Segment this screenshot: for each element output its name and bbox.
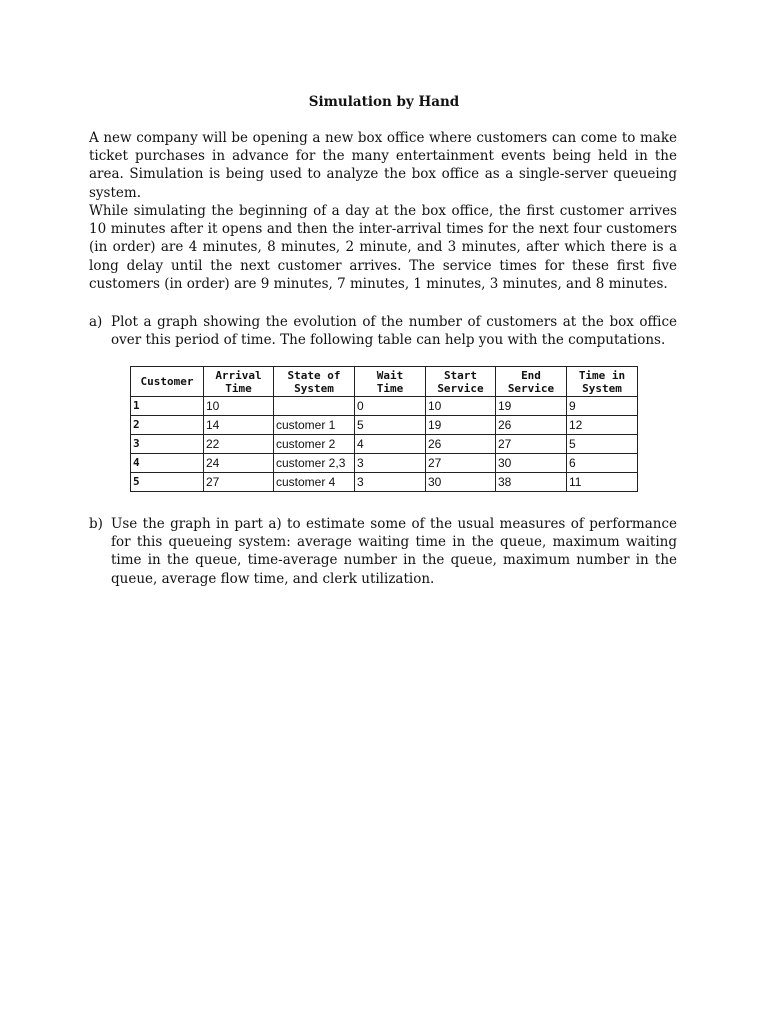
simulation-table [130,366,638,492]
cell-state: customer 2 [274,435,355,454]
cell-state [274,397,355,416]
cell-end: 38 [496,473,567,492]
cell-start: 26 [426,435,496,454]
cell-arrival: 27 [204,473,274,492]
cell-state: customer 1 [274,416,355,435]
question-b-marker: b) [89,516,103,532]
cell-customer: 1 [131,397,204,416]
cell-wait: 3 [355,454,426,473]
cell-state: customer 4 [274,473,355,492]
question-a [89,313,677,349]
cell-time-in-system: 6 [567,454,638,473]
intro-paragraph: A new company will be opening a new box office where customers can come to make ticket purchases in advance for the many entertainment events being held in the area. Simulation is being used to analyze the box office as a single-server queueing system. [89,130,677,201]
cell-start: 30 [426,473,496,492]
cell-arrival: 24 [204,454,274,473]
cell-time-in-system: 12 [567,416,638,435]
header-end-service: End Service [496,367,567,397]
cell-end: 19 [496,397,567,416]
table-header-row [131,367,638,397]
cell-arrival: 10 [204,397,274,416]
question-b [89,515,677,588]
cell-start: 19 [426,416,496,435]
header-start-service: Start Service [426,367,496,397]
cell-start: 27 [426,454,496,473]
header-state-of-system: State of System [274,367,355,397]
cell-customer: 3 [131,435,204,454]
cell-time-in-system: 11 [567,473,638,492]
table-row [131,397,638,416]
cell-time-in-system: 9 [567,397,638,416]
header-customer: Customer [131,367,204,397]
cell-arrival: 14 [204,416,274,435]
cell-wait: 3 [355,473,426,492]
cell-time-in-system: 5 [567,435,638,454]
cell-end: 26 [496,416,567,435]
header-time-in-system: Time in System [567,367,638,397]
cell-wait: 4 [355,435,426,454]
cell-arrival: 22 [204,435,274,454]
document-title: Simulation by Hand [308,94,460,110]
table-row [131,473,638,492]
cell-customer: 5 [131,473,204,492]
header-wait-time: Wait Time [355,367,426,397]
header-arrival-time: Arrival Time [204,367,274,397]
cell-wait: 5 [355,416,426,435]
cell-end: 30 [496,454,567,473]
table-row [131,454,638,473]
cell-customer: 4 [131,454,204,473]
cell-end: 27 [496,435,567,454]
scenario-paragraph: While simulating the beginning of a day at the box office, the first customer arrives 10 minutes after it opens and then the inter-arrival times for the next four customers (in order) are 4 minutes, 8 minutes, 2 minute, and 3 minutes, after which there is a long delay until the next customer arrives. The service times for these first five customers (in order) are 9 minutes, 7 minutes, 1 minutes, 3 minutes, and 8 minutes. [89,203,677,292]
cell-start: 10 [426,397,496,416]
question-a-marker: a) [89,314,103,330]
table-row [131,416,638,435]
cell-customer: 2 [131,416,204,435]
cell-state: customer 2,3 [274,454,355,473]
question-b-text: Use the graph in part a) to estimate some of the usual measures of performance for this queueing system: average waiting time in the queue, maximum waiting time in the queue, time-average number in the queue, maximum number in the queue, average flow time, and clerk utilization. [111,516,677,587]
question-a-text: Plot a graph showing the evolution of the number of customers at the box office over this period of time. The following table can help you with the computations. [111,314,677,349]
cell-wait: 0 [355,397,426,416]
table-row [131,435,638,454]
